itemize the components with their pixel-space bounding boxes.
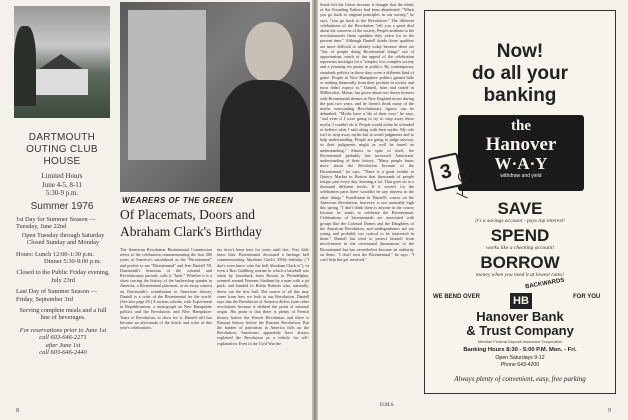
- logo-hanover: Hanover: [485, 134, 557, 155]
- entry-open-days: Open Tuesday through Saturday: [21, 231, 105, 239]
- entry-first-day: 1st Day for Summer Season — Tuesday, June 22nd: [16, 216, 96, 231]
- limited-hours: [14, 172, 110, 198]
- borrow-sub: money when you need it at lowest rates!: [475, 272, 565, 278]
- logo-way: W·A·Y: [494, 154, 548, 173]
- hours-line-1: Limited Hours: [41, 172, 83, 180]
- article-headline: [120, 206, 310, 240]
- right-page-number: 9: [608, 408, 611, 414]
- hb-monogram-icon: HB: [510, 293, 532, 309]
- headline-line-2: Abraham Clark's Birthday: [120, 224, 262, 239]
- badge-number: 3: [438, 160, 454, 184]
- ad-now: Now!: [496, 41, 544, 62]
- entry-serving: Serving complete meals and a full line of beverages.: [19, 307, 107, 322]
- title-line-3: HOUSE: [43, 156, 81, 167]
- summer-heading: Summer 1976: [30, 201, 94, 212]
- spread-gutter: [312, 0, 318, 420]
- reservations-line-1: For reservations prior to June 1st: [19, 326, 107, 334]
- article-continuation: [320, 2, 414, 400]
- reservations-line-2: call 603-646-2271: [39, 334, 87, 342]
- hours-line-2: June 4-5, 8-11: [42, 180, 82, 189]
- bank-name-1: Hanover Bank: [476, 309, 564, 324]
- save-sub: it's a savings account - pays top interest!: [475, 218, 565, 224]
- poster-board: [128, 10, 206, 160]
- hanover-bank-ad: [424, 10, 616, 394]
- entry-dinner-hours: Dinner 5:30-9:00 p.m.: [44, 258, 102, 266]
- borrow-title: BORROW: [480, 253, 560, 272]
- house-roof: [32, 54, 90, 70]
- headline-line-1: Of Placemats, Doors and: [120, 207, 255, 222]
- daniell-portrait-photo: [120, 2, 310, 192]
- article-column-1: [120, 247, 212, 411]
- entry-closed-public: Closed to the Public Friday evening, July 23rd: [16, 269, 110, 284]
- reservations: [16, 327, 110, 357]
- bank-phone: Phone 643-4200: [500, 362, 540, 368]
- reservations-line-3: after June 1st: [45, 341, 81, 349]
- spend-title: SPEND: [490, 226, 550, 245]
- article-byline: D.M.S.: [380, 403, 395, 408]
- parking-slogan: Always plenty of convenient, easy, free parking: [454, 375, 586, 383]
- logo-tagline: withdraw and yield: [500, 173, 542, 179]
- article-col1-text: The American Revolution Bicentennial Commission refers to the celebration commemorating the first 200 years of America's nationhood as the "Bicentennial" and prefers to use "Bicentennial" and Jere Daniell '59, Dartmouth's historian of the colonial and Revolutionary periods, calls it "Junk." Whether it is a show tracing the history of the barbershop quartet in America, a Bicentennial placemat, or an essay contest on Dartmouth's contribution to American history, Daniell is a critic of the Bicentennial for the world. (See also page 29.) A serious scholar, with Experiment in Republicanism, a monograph on New Hampshire politics and the Revolution, and New Hampshire: Years of Revolution, to show for it, Daniell still has become an aficionado of the kitsch and color of this year's celebrations.: [120, 247, 212, 331]
- article-continuation-text: South left the Union because it thought that the ideals of the Founding Fathers had been abandoned. "When you go back to original principles in our society," he says, "you go back to the Revolution." The different celebrations of the Revolution "tell you a great deal about the concerns of the society. People attribute to the revolutionaries those qualities they yearn for in the present time." Although Daniell thinks those qualities are more difficult to identify today because there are "lots of people doing Bicentennial things" out of opportunism, much of the appeal of the celebration represents nostalgia for a "simpler, less complex society and a yearning for purity in politics. By contemporary standards politics in those days were a different kind of game. People in New Hampshire politics gained little or nothing financially from their position in society and most didn't expect to." Daniell, born and raised in Millinocket, Maine, has given about two dozen lectures with Bicentennial themes in New England towns during the past two years, and he doesn't think many of the myths surrounding Revolutionary figures can be debunked. "Myths have a life of their own," he says, "and even if I were going to try to strip away those myths, I couldn't do it. People would either be offended or believe what I said along with their myths. My role isn't to strip away myths but to avoid judgments and to help understanding. People are going to judge anyway, so their judgments might as well be based on understanding." Almost in spite of itself, the Bicentennial probably has increased Americans' understanding of their history. "Many people know more about the Revolution because of the Bicentennial," he says. "There is a great exhibit in Quincy Market in Boston that thousands of people traipse past every day, learning a lot. That goes on at a thousand different levels. If it weren't for the celebration parts there wouldn't be any interest in the other things." Enrollment in Daniell's course on the American Revolution, however, is not unusually high this spring. "I don't think there is anyone in the course because he wants to celebrate the Bicentennial. Celebrations of bicentennials are associated with groups like the Colonial Dames and the Daughters of the American Revolution, and undergraduates are too young and probably too cynical to be interested in them." Daniell has tried to protect himself from involvement in the ceremonial dimensions of the Bicentennial but has nevertheless become an authority on them. "I don't own the Bicentennial," he says. "I can't help but get involved.": [320, 2, 414, 262]
- entry-last-day: Last Day of Summer Season — Friday, September 3rd: [16, 288, 98, 303]
- save-title: SAVE: [497, 199, 543, 218]
- bank-hours: Banking Hours 8:30 - 5:00 P.M. Mon. - Fri.: [463, 347, 577, 353]
- summer-entries: [16, 216, 110, 357]
- article-kicker: WEARERS OF THE GREEN: [122, 196, 234, 205]
- outing-club-ad: [14, 6, 110, 410]
- figure-body: [220, 80, 310, 192]
- hanover-way-logo: [458, 115, 584, 191]
- we-bend-over: WE BEND OVER: [433, 294, 481, 300]
- spend-sub: works like a checking account!: [485, 245, 555, 251]
- article-column-2: [217, 247, 309, 411]
- bank-member: Member Federal Deposit Insurance Corporation: [477, 339, 563, 344]
- sidebar-title: [14, 132, 110, 168]
- house-wall: [36, 69, 88, 95]
- title-line-2: OUTING CLUB: [26, 144, 98, 155]
- for-you: FOR YOU: [573, 294, 601, 300]
- tree-icon: [14, 26, 36, 106]
- entry-closed-days: Closed Sunday and Monday: [26, 239, 100, 247]
- logo-the: the: [511, 118, 531, 134]
- bank-saturday: Open Saturdays 9-12: [495, 355, 545, 361]
- reservations-line-4: call 603-646-2440: [39, 349, 87, 357]
- title-line-1: DARTMOUTH: [28, 132, 96, 143]
- bank-name-2: & Trust Company: [466, 323, 574, 338]
- ad-banking: banking: [483, 85, 557, 106]
- left-page-number: 8: [16, 408, 19, 414]
- entry-lunch-hours: Hours: Lunch 12:00-1:30 p.m.: [16, 250, 94, 258]
- backwards-label: BACKWARDS: [524, 277, 565, 291]
- article-col2-text: my door's been here for years until this. Very little fazes him: Bicentennial decorated a heritage bell commemorating Abraham Clark's 250th birthday ("I don't even know who the hell Abraham Clark is"), or even a Ron Goldberg routine in which a baseball was taken by horseback from Boston to Philadelphia, zoomed around Veterans Stadium by a man with a jet pack, and handed to Robin Roberts who, naturally, threw out the first ball. The source of all this may come from how we look at our Revolution. Daniell says that the Revolution of America differs from other revolutions because it defined the point of national origin. His point is that there is plenty of French history before the French Revolution and there is Russian history before the Russian Revolution. But the burden of patriotism in America falls on the Revolution; Americans apparently have always exploited the Revolution as a vehicle for self-explanation. Even in the Civil War the: [217, 247, 309, 346]
- outing-club-house-photo: [14, 6, 110, 118]
- ad-do-all: do all your: [471, 63, 569, 84]
- hours-line-3: 5:30-9 p.m.: [45, 189, 79, 197]
- figure-head: [245, 22, 293, 82]
